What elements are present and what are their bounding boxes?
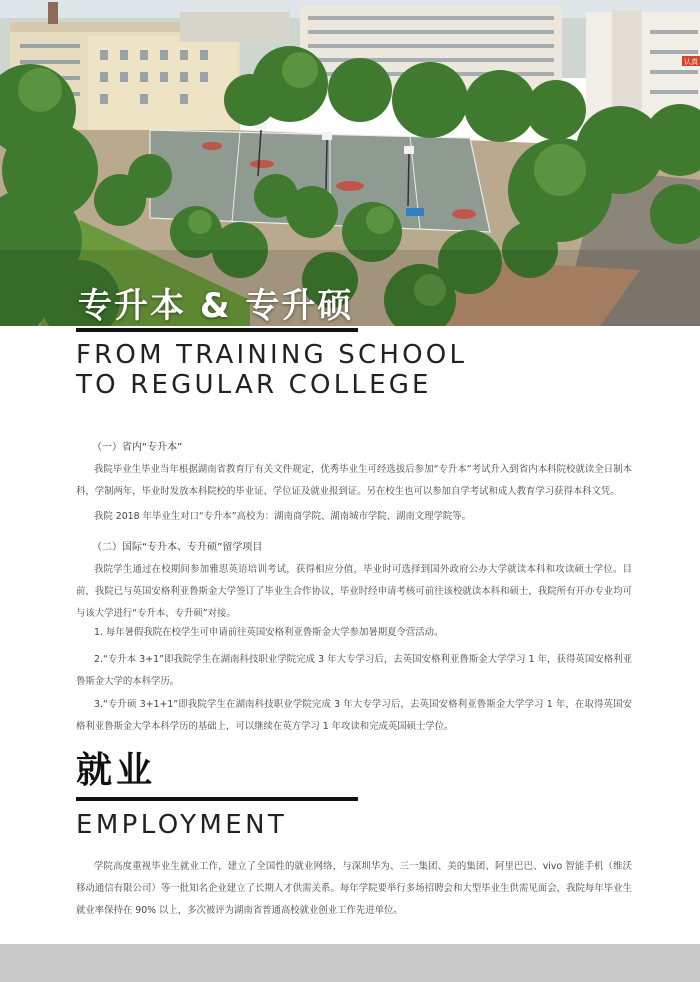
paragraph: 我院学生通过在校期间参加雅思英语培训考试，获得相应分值，毕业时可选择到国外政府公办大学就读本科和攻读硕士学位。目前，我院已与英国安格利亚鲁斯金大学签订了毕业生合作协议，毕业时经申请考核可前往该校就读本科和硕士，我院所有开办专业均可与该大学进行“专升本、专升硕”对接。 bbox=[76, 564, 632, 619]
paragraph: 我院 2018 年毕业生对口“专升本”高校为：湖南商学院、湖南城市学院、湖南文理学院等。 bbox=[94, 511, 472, 522]
paragraph: 3.“专升硕 3+1+1”即我院学生在湖南科技职业学院完成 3 年大专学习后，去英国安格利亚鲁斯金大学学习 1 年，在取得英国安格利亚鲁斯金大学本科学历的基础上，可以继续在英方学习 1 年攻读和完成英国硕士学位。 bbox=[76, 699, 632, 732]
building-right bbox=[586, 10, 700, 120]
sign-label: 认真 bbox=[684, 58, 698, 66]
section-rule-top bbox=[76, 328, 358, 332]
section-title-en-line1: FROM TRAINING SCHOOL bbox=[76, 340, 468, 370]
paragraph: 1. 每年暑假我院在校学生可申请前往英国安格利亚鲁斯金大学参加暑期夏令营活动。 bbox=[94, 627, 444, 638]
employment-title-en: EMPLOYMENT bbox=[76, 810, 288, 840]
employment-title-cn: 就业 bbox=[76, 750, 157, 791]
paragraph: 我院毕业生毕业当年根据湖南省教育厅有关文件规定，优秀毕业生可经选拔后参加“专升本”考试升入到省内本科院校就读全日制本科，学制两年，毕业时发放本科院校的毕业证、学位证及就业报到证。另在校生也可以参加自学考试和成人教育学习获得本科文凭。 bbox=[76, 464, 632, 497]
paragraph: 2.“专升本 3+1”即我院学生在湖南科技职业学院完成 3 年大专学习后，去英国安格利亚鲁斯金大学学习 1 年，获得英国安格利亚鲁斯金大学的本科学历。 bbox=[76, 654, 632, 687]
subheading-international: （二）国际“专升本、专升硕”留学项目 bbox=[92, 542, 263, 553]
subheading-provincial: （一）省内“专升本” bbox=[92, 442, 183, 453]
paragraph: 学院高度重视毕业生就业工作，建立了全国性的就业网络，与深圳华为、三一集团、美的集团、阿里巴巴、vivo 智能手机（维沃移动通信有限公司）等一批知名企业建立了长期人才供需关系。每年学院要举行多场招聘会和大型毕业生供需见面会，我院每年毕业生就业率保持在 90% 以上，多次被评为湖南省普通高校就业创业工作先进单位。 bbox=[76, 861, 632, 916]
employment-rule bbox=[76, 797, 358, 801]
section-title-en-line2: TO REGULAR COLLEGE bbox=[76, 370, 432, 400]
hero-title: 专升本 & 专升硕 bbox=[78, 286, 354, 326]
campus-photo bbox=[0, 0, 700, 326]
footer-band bbox=[0, 944, 700, 982]
